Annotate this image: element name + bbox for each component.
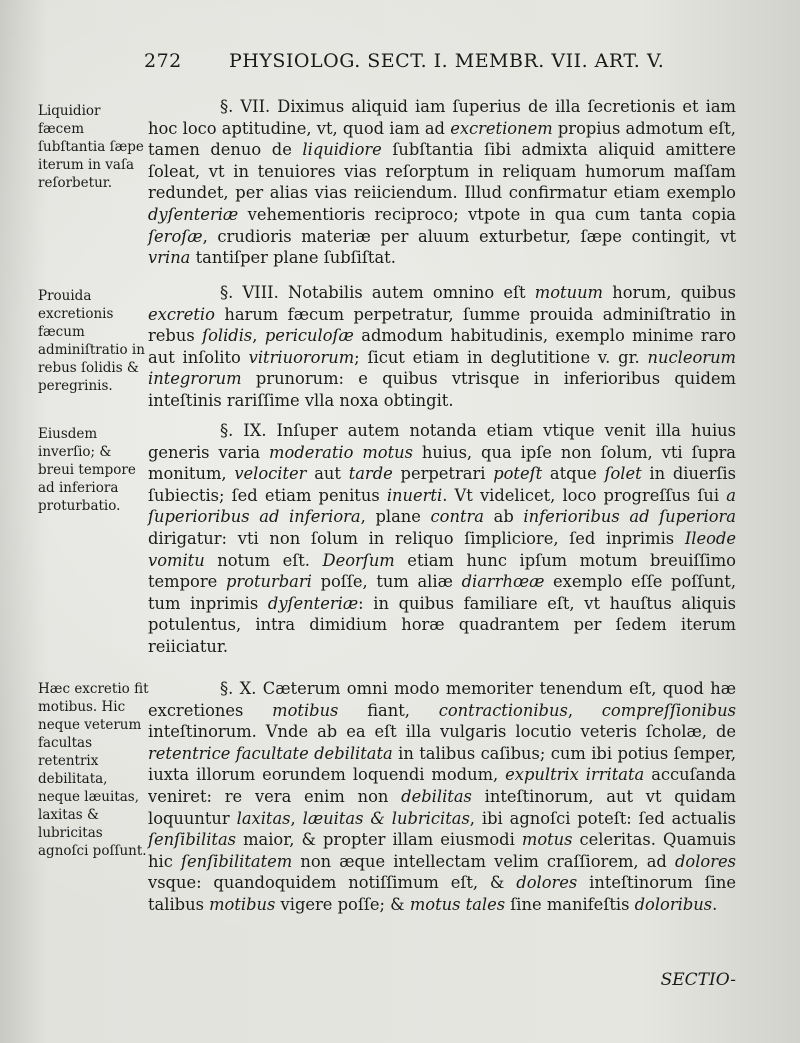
italic-run: excretionem [450, 118, 553, 138]
italic-run: retentrice facultate debilitata [148, 743, 393, 763]
text-run: , ibi agnoſci poteſt: ſed actualis [469, 808, 736, 828]
text-run: accuſanda veniret: re vera enim non [148, 765, 736, 806]
italic-run: Ileode vomitu [148, 528, 736, 570]
italic-run: motibus [272, 700, 339, 720]
margin-note-haec-excretio: Hæc excretio fit motibus. Hic neque veterum facultas retentrix debilitata, neque læuitas, laxitas & lubricitas agnoſci poſſunt. [38, 681, 149, 859]
italic-run: læuitas & lubricitas [302, 808, 470, 828]
paragraph-section-8 [148, 282, 736, 412]
text-run: harum fæcum perpetratur, ſumme prouida adminiſtratio in rebus [148, 304, 736, 346]
italic-run: liquidiore [302, 140, 382, 160]
text-run: propius admotum eſt, tamen denuo de [148, 118, 736, 160]
text-run: vehementioris reciproco; vtpote in qua cum tanta copia [238, 204, 736, 224]
text-run: aut [306, 464, 349, 484]
text-run: , [252, 326, 265, 346]
text-run: in diuerſis ſubiectis; ſed etiam penitus [148, 464, 736, 505]
italic-run: dolores [516, 873, 578, 893]
italic-run: debilitas [401, 786, 472, 806]
text-run: perpetrari [392, 464, 494, 484]
text-run: poſſe, tum aliæ [311, 572, 462, 592]
text-run: , [567, 700, 602, 720]
text-run: celeritas. Quamuis hic [148, 830, 736, 871]
text-run: inteſtinorum, aut vt quidam loquuntur [148, 786, 736, 828]
italic-run: ſenſibilitas [148, 830, 237, 850]
italic-run: laxitas [236, 808, 291, 828]
text-run: notum eſt. [204, 550, 323, 570]
text-run: maior, & propter illam eiusmodi [236, 830, 522, 850]
text-run: ſine manifeſtis [505, 894, 635, 914]
italic-run: doloribus [634, 894, 713, 914]
text-run: exemplo eſſe poſſunt, tum inprimis [148, 572, 737, 613]
text-run: vsque: quandoquidem notiſſimum eſt, & [148, 873, 517, 893]
italic-run: poteſt [493, 464, 543, 484]
italic-run: dyſenteriæ [148, 204, 239, 224]
italic-run: motibus [209, 894, 276, 914]
italic-run: inferioribus ad ſuperiora [523, 507, 737, 527]
text-run: §. VII. Diximus aliquid iam ſuperius de illa ſecretionis et iam hoc loco aptitudine, vt, quod iam ad [148, 97, 736, 138]
italic-run: expultrix irritata [505, 765, 645, 785]
text-run: atque [542, 464, 605, 484]
italic-run: vitriuororum [248, 347, 355, 367]
italic-run: a ſuperioribus ad inferiora [148, 485, 736, 527]
text-run: ſubſtantia ſibi admixta aliquid amittere ſoleat, vt in tenuiores vias reſorptum in reliquam humorum maſſam redundet, per alias vias reiiciendum. Illud confirmatur etiam exemplo [148, 140, 736, 203]
text-run: ; ſicut etiam in deglutitione v. gr. [354, 347, 648, 367]
text-run: inteſtinorum. Vnde ab ea eſt illa vulgaris locutio veteris ſcholæ, de [148, 722, 736, 742]
italic-run: dyſenteriæ [267, 593, 359, 613]
paragraph-section-10 [148, 678, 736, 916]
margin-note-eiusdem: Eiusdem inverſio; & breui tempore ad inferiora proturbatio. [38, 426, 136, 514]
italic-run: motus [521, 830, 573, 850]
text-run: admodum habitudinis, exemplo minime raro aut inſolito [148, 326, 736, 367]
text-run: etiam hunc ipſum motum breuiſſimo tempore [148, 550, 736, 592]
italic-run: ſeroſæ [148, 226, 203, 246]
paragraph-section-7 [148, 96, 736, 269]
text-run: . [712, 894, 718, 914]
italic-run: proturbari [225, 572, 312, 592]
text-run: fiant, [338, 700, 439, 720]
italic-run: inuerti [386, 485, 443, 505]
text-run: in talibus caſibus; cum ibi potius ſemper, iuxta illorum eorundem loquendi modum, [148, 743, 736, 785]
italic-run: diarrhœæ [461, 572, 545, 592]
text-run: §. X. Cæterum omni modo memoriter tenendum eſt, quod hæ excretiones [148, 679, 736, 720]
text-run: , plane [360, 507, 431, 527]
text-run: §. VIII. Notabilis autem omnino eſt [220, 283, 535, 302]
text-run: vigere poſſe; & [275, 894, 410, 914]
italic-run: compreſſionibus [601, 700, 736, 720]
italic-run: ſenſibilitatem [180, 851, 293, 871]
italic-run: vrina [148, 248, 191, 268]
italic-run: velociter [234, 464, 307, 484]
italic-run: excretio [148, 304, 215, 324]
text-run: , crudioris materiæ per aluum exturbetur, ſæpe contingit, vt [202, 226, 736, 246]
text-run: , [290, 808, 303, 828]
italic-run: moderatio motus [269, 442, 413, 462]
italic-run: ſolet [604, 464, 642, 484]
text-run: tantiſper plane ſubſiſtat. [190, 248, 396, 268]
text-run: . Vt videlicet, loco progreſſus ſui [442, 485, 727, 505]
italic-run: Deorſum [322, 550, 395, 570]
italic-run: dolores [674, 851, 736, 871]
italic-run: ſolidis [202, 326, 253, 346]
text-run: ab [483, 507, 524, 527]
italic-run: motuum [534, 283, 603, 302]
running-head: PHYSIOLOG. SECT. I. MEMBR. VII. ART. V. [229, 50, 665, 72]
text-run: dirigatur: vti non ſolum in reliquo ſimpliciore, ſed inprimis [148, 528, 685, 548]
margin-note-prouida: Prouida excretionis fæcum adminiſtratio in rebus ſolidis & peregrinis. [38, 288, 145, 394]
italic-run: periculoſæ [264, 326, 354, 346]
margin-note-liquidior: Liquidior fæcem ſubſtantia ſæpe iterum in vaſa reſorbetur. [38, 103, 144, 191]
page-number: 272 [144, 50, 182, 72]
text-run: horum, quibus [603, 283, 736, 302]
text-run: prunorum: e quibus vtrisque in inferioribus quidem inteſtinis rariſſime vlla noxa obtingit. [148, 369, 736, 410]
text-run: : in quibus familiare eſt, vt hauſtus aliquis potulentus, intra dimidium horæ quadrantem per ſedem iterum reiiciatur. [148, 593, 736, 656]
catchword: SECTIO- [660, 970, 736, 990]
text-run: §. IX. Inſuper autem notanda etiam vtique venit illa huius generis varia [148, 421, 736, 462]
italic-run: tarde [348, 464, 393, 484]
text-run: non æque intellectam velim craſſiorem, ad [292, 851, 675, 871]
paragraph-section-9 [148, 420, 736, 658]
text-run: huius, qua ipſe non ſolum, vti ſupra monitum, [148, 442, 736, 484]
italic-run: motus tales [409, 894, 506, 914]
italic-run: contra [430, 507, 484, 527]
text-run: inteſtinorum ſine talibus [148, 873, 736, 914]
italic-run: nucleorum integrorum [148, 347, 736, 389]
italic-run: contractionibus [438, 700, 568, 720]
